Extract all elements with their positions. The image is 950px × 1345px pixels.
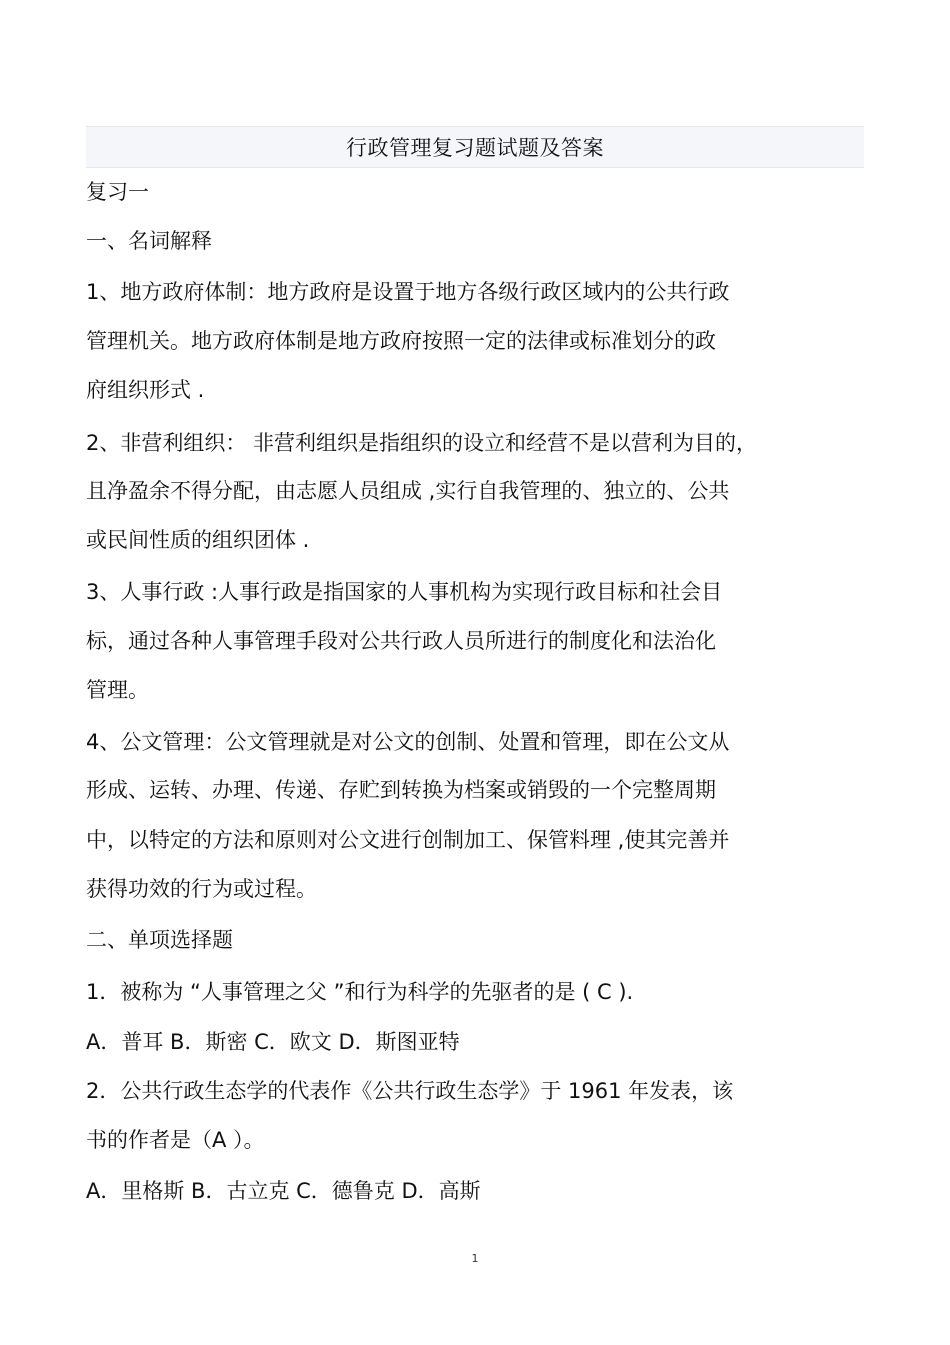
section-heading: 复习一: [86, 180, 149, 204]
paragraph-line: 获得功效的行为或过程。: [86, 877, 317, 901]
paragraph-line: 管理。: [86, 678, 149, 702]
paragraph-line: 3、人事行政 :人事行政是指国家的人事机构为实现行政目标和社会目: [86, 580, 723, 604]
paragraph-line: 管理机关。地方政府体制是地方政府按照一定的法律或标准划分的政: [86, 329, 716, 353]
question-line: 2．公共行政生态学的代表作《公共行政生态学》于 1961 年发表，该: [86, 1079, 734, 1103]
paragraph-line: 2、非营利组织： 非营利组织是指组织的设立和经营不是以营利为目的，: [86, 431, 758, 455]
paragraph-line: 形成、运转、办理、传递、存贮到转换为档案或销毁的一个完整周期: [86, 778, 716, 802]
paragraph-line: 1、地方政府体制：地方政府是设置于地方各级行政区域内的公共行政: [86, 280, 730, 304]
page-number: 1: [471, 1252, 479, 1265]
paragraph-line: 标，通过各种人事管理手段对公共行政人员所进行的制度化和法治化: [86, 629, 716, 653]
document-title: 行政管理复习题试题及答案: [346, 136, 604, 160]
part-2-heading: 二、单项选择题: [86, 928, 233, 952]
paragraph-line: 4、公文管理：公文管理就是对公文的创制、处置和管理，即在公文从: [86, 730, 730, 754]
question-line: 书的作者是（A ）。: [86, 1128, 265, 1152]
paragraph-line: 或民间性质的组织团体 .: [86, 528, 310, 552]
paragraph-line: 府组织形式 .: [86, 378, 205, 402]
title-bar: [86, 126, 864, 168]
paragraph-line: 中，以特定的方法和原则对公文进行创制加工、保管料理 ,使其完善并: [86, 828, 730, 852]
question-line: 1．被称为 “人事管理之父 ”和行为科学的先驱者的是 ( C ).: [86, 980, 634, 1004]
question-options: A．普耳 B．斯密 C．欧文 D．斯图亚特: [86, 1030, 460, 1054]
paragraph-line: 且净盈余不得分配，由志愿人员组成 ,实行自我管理的、独立的、公共: [86, 479, 730, 503]
question-options: A．里格斯 B．古立克 C．德鲁克 D．高斯: [86, 1179, 481, 1203]
part-heading: 一、名词解释: [86, 229, 212, 253]
